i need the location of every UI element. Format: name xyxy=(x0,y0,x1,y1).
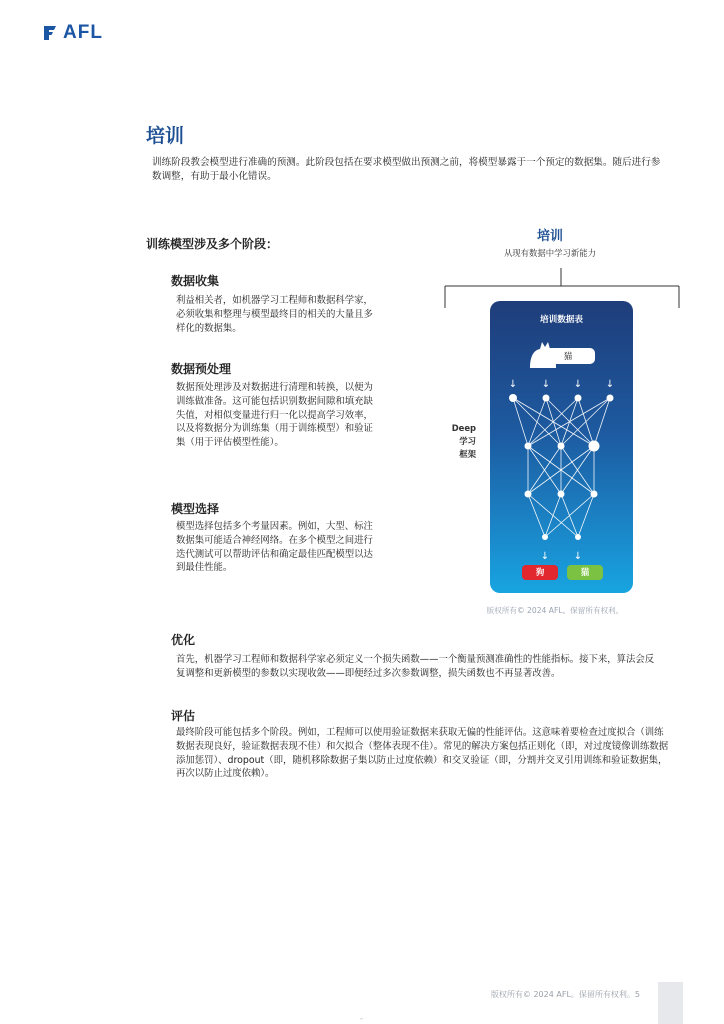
input-label-cat: 猫 xyxy=(541,348,595,364)
figure-copyright: 版权所有© 2024 AFL。保留所有权利。 xyxy=(486,606,624,615)
afl-mark-icon xyxy=(42,24,60,42)
deep-label-line1: Deep xyxy=(451,423,476,433)
section-heading-preprocessing: 数据预处理 xyxy=(171,362,232,376)
section-text-data-collection: 利益相关者，如机器学习工程师和数据科学家，必须收集和整理与模型最终目的相关的大量且多样化的数据集。 xyxy=(176,295,373,334)
figure-subtitle: 从现有数据中学习新能力 xyxy=(503,248,597,258)
section-text-optimization: 首先，机器学习工程师和数据科学家必须定义一个损失函数——一个衡量预测准确性的性能指标。接下来，算法会反复调整和更新模型的参数以实现收敛——即便经过多次参数调整，损失函数也不再显著改善。 xyxy=(176,654,655,679)
section-heading-optimization: 优化 xyxy=(171,633,196,647)
page-title: 培训 xyxy=(146,125,185,147)
logo-text: AFL xyxy=(63,22,103,43)
stages-heading: 训练模型涉及多个阶段： xyxy=(146,237,279,251)
svg-text:↓: ↓ xyxy=(573,379,583,390)
svg-text:↓: ↓ xyxy=(541,379,551,390)
training-panel xyxy=(490,301,633,593)
neural-network-diagram xyxy=(490,301,633,593)
page-number-tab xyxy=(658,982,683,1024)
deep-label-line3: 框架 xyxy=(459,449,476,459)
page-footer: 版权所有© 2024 AFL。保留所有权利。5 xyxy=(490,990,640,999)
svg-text:↓: ↓ xyxy=(573,551,583,562)
svg-text:↓: ↓ xyxy=(540,551,550,562)
section-text-preprocessing: 数据预处理涉及对数据进行清理和转换，以便为训练做准备。这可能包括识别数据间隙和填充缺失值，对相似变量进行归一化以提高学习效率，以及将数据分为训练集（用于训练模型）和验证集（用于评估模型性能）。 xyxy=(176,382,373,449)
section-heading-data-collection: 数据收集 xyxy=(171,274,220,288)
panel-title: 培训数据表 xyxy=(540,315,583,325)
section-text-model-selection: 模型选择包括多个考量因素。例如，大型、标注数据集可能适合神经网络。在多个模型之间进行迭代测试可以帮助评估和确定最佳匹配模型以达到最佳性能。 xyxy=(176,521,373,574)
section-heading-model-selection: 模型选择 xyxy=(171,502,220,516)
section-heading-evaluation: 评估 xyxy=(171,709,196,723)
output-label-cat: 猫 xyxy=(567,565,603,580)
section-text-evaluation: 最终阶段可能包括多个阶段。例如，工程师可以使用验证数据来获取无偏的性能评估。这意味着要检查过度拟合（训练数据表现良好，验证数据表现不佳）和欠拟合（整体表现不佳）。常见的解决方案包括正则化（即，对过度镜像训练数据添加惩罚）、dropout（即，随机移除数据子集以防止过度依赖）和交叉验证（即，分割并交叉引用训练和验证数据集，再次以防止过度依赖）。 xyxy=(176,727,669,780)
svg-text:↓: ↓ xyxy=(605,379,615,390)
afl-logo xyxy=(42,22,103,44)
deep-label-line2: 学习 xyxy=(459,436,476,446)
output-label-dog: 狗 xyxy=(522,565,558,580)
deep-learning-framework-label xyxy=(418,422,476,461)
footer-mark: - xyxy=(360,1014,363,1023)
figure-title: 培训 xyxy=(536,229,563,244)
intro-paragraph: 训练阶段教会模型进行准确的预测。此阶段包括在要求模型做出预测之前，将模型暴露于一个预定的数据集。随后进行参数调整，有助于最小化错误。 xyxy=(152,157,661,182)
svg-text:↓: ↓ xyxy=(508,379,518,390)
